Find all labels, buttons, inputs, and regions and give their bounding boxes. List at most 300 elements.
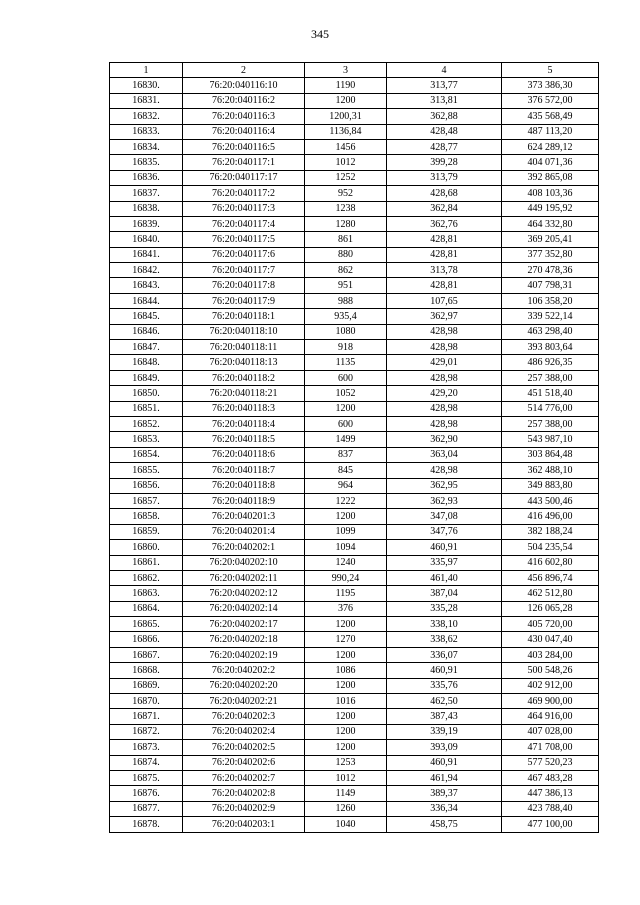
- table-cell-col-1: 16831.: [110, 93, 183, 108]
- table-cell-col-2: 76:20:040117:7: [183, 263, 305, 278]
- table-cell-col-1: 16853.: [110, 432, 183, 447]
- table-cell-col-3: 600: [305, 370, 387, 385]
- table-row: [110, 524, 599, 539]
- table-cell-col-4: 313,78: [387, 263, 502, 278]
- table-cell-col-5: 624 289,12: [502, 139, 599, 154]
- table-cell-col-3: 1195: [305, 586, 387, 601]
- table-cell-col-1: 16833.: [110, 124, 183, 139]
- table-cell-col-5: 408 103,36: [502, 186, 599, 201]
- table-cell-col-3: 964: [305, 478, 387, 493]
- table-row: [110, 355, 599, 370]
- table-row: [110, 694, 599, 709]
- table-cell-col-4: 362,84: [387, 201, 502, 216]
- table-cell-col-4: 335,97: [387, 555, 502, 570]
- table-row: [110, 186, 599, 201]
- table-cell-col-1: 16859.: [110, 524, 183, 539]
- table-cell-col-1: 16842.: [110, 263, 183, 278]
- table-cell-col-2: 76:20:040117:8: [183, 278, 305, 293]
- table-cell-col-3: 952: [305, 186, 387, 201]
- table-cell-col-2: 76:20:040202:11: [183, 570, 305, 585]
- table-cell-col-3: 1200: [305, 740, 387, 755]
- table-cell-col-5: 477 100,00: [502, 817, 599, 832]
- table-cell-col-2: 76:20:040118:1: [183, 309, 305, 324]
- table-cell-col-5: 487 113,20: [502, 124, 599, 139]
- table-cell-col-4: 338,62: [387, 632, 502, 647]
- table-cell-col-4: 461,94: [387, 770, 502, 785]
- table-cell-col-1: 16849.: [110, 370, 183, 385]
- table-cell-col-1: 16844.: [110, 293, 183, 308]
- table-row: [110, 124, 599, 139]
- header-row: [110, 63, 599, 78]
- table-cell-col-4: 313,79: [387, 170, 502, 185]
- table-cell-col-4: 107,65: [387, 293, 502, 308]
- table-cell-col-4: 429,01: [387, 355, 502, 370]
- table-row: [110, 786, 599, 801]
- table-cell-col-2: 76:20:040202:3: [183, 709, 305, 724]
- table-cell-col-2: 76:20:040202:19: [183, 647, 305, 662]
- table-cell-col-4: 428,81: [387, 232, 502, 247]
- table-cell-col-2: 76:20:040118:21: [183, 386, 305, 401]
- table-cell-col-5: 369 205,41: [502, 232, 599, 247]
- table-cell-col-2: 76:20:040116:5: [183, 139, 305, 154]
- table-cell-col-1: 16834.: [110, 139, 183, 154]
- table-cell-col-4: 362,76: [387, 216, 502, 231]
- table-cell-col-1: 16846.: [110, 324, 183, 339]
- table-cell-col-3: 837: [305, 447, 387, 462]
- table-cell-col-4: 460,91: [387, 755, 502, 770]
- table-cell-col-3: 845: [305, 463, 387, 478]
- table-cell-col-5: 404 071,36: [502, 155, 599, 170]
- table-cell-col-1: 16843.: [110, 278, 183, 293]
- table-cell-col-1: 16854.: [110, 447, 183, 462]
- table-cell-col-3: 1086: [305, 663, 387, 678]
- table-cell-col-2: 76:20:040117:17: [183, 170, 305, 185]
- table-row: [110, 617, 599, 632]
- table-cell-col-1: 16835.: [110, 155, 183, 170]
- table-row: [110, 663, 599, 678]
- table-cell-col-3: 1260: [305, 801, 387, 816]
- table-row: [110, 601, 599, 616]
- table-row: [110, 647, 599, 662]
- table-cell-col-1: 16847.: [110, 340, 183, 355]
- table-cell-col-3: 1253: [305, 755, 387, 770]
- table-cell-col-2: 76:20:040117:2: [183, 186, 305, 201]
- table-row: [110, 463, 599, 478]
- table-cell-col-4: 313,77: [387, 78, 502, 93]
- table-row: [110, 755, 599, 770]
- table-cell-col-2: 76:20:040203:1: [183, 817, 305, 832]
- table-cell-col-1: 16872.: [110, 724, 183, 739]
- table-cell-col-4: 461,40: [387, 570, 502, 585]
- table-cell-col-3: 935,4: [305, 309, 387, 324]
- table-row: [110, 478, 599, 493]
- table-cell-col-2: 76:20:040202:4: [183, 724, 305, 739]
- table-row: [110, 93, 599, 108]
- table-cell-col-5: 467 483,28: [502, 770, 599, 785]
- table-cell-col-1: 16830.: [110, 78, 183, 93]
- table-cell-col-5: 339 522,14: [502, 309, 599, 324]
- table-cell-col-2: 76:20:040118:6: [183, 447, 305, 462]
- table-cell-col-2: 76:20:040202:9: [183, 801, 305, 816]
- table-cell-col-3: 1200: [305, 678, 387, 693]
- table-cell-col-4: 460,91: [387, 540, 502, 555]
- table-cell-col-1: 16848.: [110, 355, 183, 370]
- table-cell-col-3: 990,24: [305, 570, 387, 585]
- table-cell-col-3: 1052: [305, 386, 387, 401]
- data-table: [109, 62, 599, 833]
- table-cell-col-4: 389,37: [387, 786, 502, 801]
- table-cell-col-1: 16838.: [110, 201, 183, 216]
- table-cell-col-5: 402 912,00: [502, 678, 599, 693]
- table-cell-col-1: 16870.: [110, 694, 183, 709]
- table-cell-col-5: 464 332,80: [502, 216, 599, 231]
- table-cell-col-2: 76:20:040201:4: [183, 524, 305, 539]
- table-row: [110, 432, 599, 447]
- table-cell-col-5: 543 987,10: [502, 432, 599, 447]
- table-row: [110, 416, 599, 431]
- table-cell-col-2: 76:20:040118:9: [183, 493, 305, 508]
- table-cell-col-3: 600: [305, 416, 387, 431]
- table-cell-col-2: 76:20:040118:11: [183, 340, 305, 355]
- table-cell-col-3: 1200: [305, 509, 387, 524]
- table-row: [110, 632, 599, 647]
- table-cell-col-5: 376 572,00: [502, 93, 599, 108]
- table-cell-col-2: 76:20:040202:2: [183, 663, 305, 678]
- column-header-1: 1: [110, 63, 183, 78]
- table-cell-col-2: 76:20:040118:10: [183, 324, 305, 339]
- table-cell-col-2: 76:20:040118:4: [183, 416, 305, 431]
- table-cell-col-4: 429,20: [387, 386, 502, 401]
- table-cell-col-5: 486 926,35: [502, 355, 599, 370]
- table-cell-col-2: 76:20:040202:10: [183, 555, 305, 570]
- column-header-3: 3: [305, 63, 387, 78]
- table-cell-col-4: 428,98: [387, 340, 502, 355]
- table-cell-col-5: 392 865,08: [502, 170, 599, 185]
- table-cell-col-4: 338,10: [387, 617, 502, 632]
- page-number: 345: [311, 27, 329, 41]
- table-cell-col-4: 399,28: [387, 155, 502, 170]
- table-cell-col-2: 76:20:040118:2: [183, 370, 305, 385]
- table-row: [110, 247, 599, 262]
- table-cell-col-1: 16878.: [110, 817, 183, 832]
- table-cell-col-3: 1190: [305, 78, 387, 93]
- table-cell-col-4: 428,98: [387, 370, 502, 385]
- table-row: [110, 340, 599, 355]
- table-cell-col-4: 362,95: [387, 478, 502, 493]
- table-row: [110, 817, 599, 832]
- table-cell-col-5: 469 900,00: [502, 694, 599, 709]
- table-cell-col-1: 16858.: [110, 509, 183, 524]
- table-cell-col-3: 1280: [305, 216, 387, 231]
- table-cell-col-2: 76:20:040202:5: [183, 740, 305, 755]
- table-cell-col-5: 435 568,49: [502, 109, 599, 124]
- table-cell-col-5: 377 352,80: [502, 247, 599, 262]
- table-cell-col-1: 16874.: [110, 755, 183, 770]
- column-header-5: 5: [502, 63, 599, 78]
- table-cell-col-3: 918: [305, 340, 387, 355]
- table-cell-col-2: 76:20:040117:4: [183, 216, 305, 231]
- table-cell-col-3: 376: [305, 601, 387, 616]
- table-cell-col-5: 500 548,26: [502, 663, 599, 678]
- table-cell-col-3: 1222: [305, 493, 387, 508]
- table-cell-col-2: 76:20:040201:3: [183, 509, 305, 524]
- table-cell-col-5: 462 512,80: [502, 586, 599, 601]
- table-cell-col-3: 1040: [305, 817, 387, 832]
- table-row: [110, 309, 599, 324]
- table-cell-col-2: 76:20:040202:21: [183, 694, 305, 709]
- table-cell-col-1: 16862.: [110, 570, 183, 585]
- table-cell-col-4: 393,09: [387, 740, 502, 755]
- table-cell-col-4: 362,97: [387, 309, 502, 324]
- table-cell-col-4: 336,34: [387, 801, 502, 816]
- table-row: [110, 447, 599, 462]
- table-cell-col-3: 1456: [305, 139, 387, 154]
- table-cell-col-2: 76:20:040202:8: [183, 786, 305, 801]
- table-row: [110, 770, 599, 785]
- table-cell-col-5: 106 358,20: [502, 293, 599, 308]
- table-cell-col-1: 16851.: [110, 401, 183, 416]
- table-cell-col-1: 16869.: [110, 678, 183, 693]
- table-cell-col-2: 76:20:040118:13: [183, 355, 305, 370]
- table-cell-col-1: 16863.: [110, 586, 183, 601]
- table-cell-col-2: 76:20:040118:5: [183, 432, 305, 447]
- table-row: [110, 201, 599, 216]
- table-cell-col-4: 428,77: [387, 139, 502, 154]
- table-cell-col-5: 405 720,00: [502, 617, 599, 632]
- table-cell-col-1: 16857.: [110, 493, 183, 508]
- table-cell-col-4: 335,76: [387, 678, 502, 693]
- table-row: [110, 709, 599, 724]
- table-cell-col-5: 430 047,40: [502, 632, 599, 647]
- table-cell-col-5: 443 500,46: [502, 493, 599, 508]
- table-cell-col-2: 76:20:040118:7: [183, 463, 305, 478]
- table-cell-col-2: 76:20:040118:3: [183, 401, 305, 416]
- table-cell-col-3: 951: [305, 278, 387, 293]
- table-cell-col-2: 76:20:040116:10: [183, 78, 305, 93]
- table-row: [110, 724, 599, 739]
- table-cell-col-5: 257 388,00: [502, 370, 599, 385]
- table-row: [110, 586, 599, 601]
- table-row: [110, 293, 599, 308]
- table-cell-col-2: 76:20:040117:3: [183, 201, 305, 216]
- table-cell-col-4: 462,50: [387, 694, 502, 709]
- table-cell-col-2: 76:20:040202:6: [183, 755, 305, 770]
- table-cell-col-5: 577 520,23: [502, 755, 599, 770]
- table-row: [110, 170, 599, 185]
- table-cell-col-4: 336,07: [387, 647, 502, 662]
- table-row: [110, 401, 599, 416]
- column-header-2: 2: [183, 63, 305, 78]
- table-row: [110, 263, 599, 278]
- table-cell-col-5: 407 798,31: [502, 278, 599, 293]
- table-cell-col-3: 1499: [305, 432, 387, 447]
- table-row: [110, 555, 599, 570]
- table-cell-col-3: 1238: [305, 201, 387, 216]
- table-cell-col-3: 1099: [305, 524, 387, 539]
- table-cell-col-3: 861: [305, 232, 387, 247]
- table-cell-col-3: 1012: [305, 155, 387, 170]
- table-cell-col-5: 382 188,24: [502, 524, 599, 539]
- table-cell-col-3: 1094: [305, 540, 387, 555]
- table-cell-col-1: 16875.: [110, 770, 183, 785]
- table-cell-col-4: 428,98: [387, 324, 502, 339]
- table-cell-col-1: 16845.: [110, 309, 183, 324]
- table-cell-col-1: 16839.: [110, 216, 183, 231]
- table-row: [110, 678, 599, 693]
- table-row: [110, 509, 599, 524]
- table-cell-col-1: 16866.: [110, 632, 183, 647]
- table-cell-col-3: 1080: [305, 324, 387, 339]
- table-cell-col-1: 16850.: [110, 386, 183, 401]
- table-cell-col-5: 126 065,28: [502, 601, 599, 616]
- table-cell-col-2: 76:20:040117:6: [183, 247, 305, 262]
- table-cell-col-1: 16840.: [110, 232, 183, 247]
- table-row: [110, 109, 599, 124]
- table-cell-col-1: 16864.: [110, 601, 183, 616]
- table-cell-col-1: 16832.: [110, 109, 183, 124]
- table-cell-col-1: 16877.: [110, 801, 183, 816]
- table-cell-col-4: 428,48: [387, 124, 502, 139]
- table-cell-col-3: 1200,31: [305, 109, 387, 124]
- table-cell-col-2: 76:20:040202:17: [183, 617, 305, 632]
- table-row: [110, 155, 599, 170]
- table-cell-col-3: 988: [305, 293, 387, 308]
- table-row: [110, 278, 599, 293]
- table-cell-col-2: 76:20:040117:1: [183, 155, 305, 170]
- table-cell-col-1: 16873.: [110, 740, 183, 755]
- table-cell-col-3: 1016: [305, 694, 387, 709]
- table-cell-col-4: 362,88: [387, 109, 502, 124]
- table-cell-col-3: 862: [305, 263, 387, 278]
- column-header-4: 4: [387, 63, 502, 78]
- table-cell-col-5: 416 496,00: [502, 509, 599, 524]
- table-cell-col-4: 428,98: [387, 463, 502, 478]
- table-cell-col-1: 16852.: [110, 416, 183, 431]
- table-cell-col-5: 349 883,80: [502, 478, 599, 493]
- table-cell-col-5: 257 388,00: [502, 416, 599, 431]
- table-body: [110, 78, 599, 832]
- table-cell-col-5: 362 488,10: [502, 463, 599, 478]
- table-cell-col-3: 1136,84: [305, 124, 387, 139]
- table-cell-col-1: 16837.: [110, 186, 183, 201]
- table-cell-col-4: 339,19: [387, 724, 502, 739]
- table-cell-col-3: 1200: [305, 709, 387, 724]
- table-row: [110, 570, 599, 585]
- table-cell-col-3: 1240: [305, 555, 387, 570]
- table-cell-col-5: 393 803,64: [502, 340, 599, 355]
- table-cell-col-2: 76:20:040202:20: [183, 678, 305, 693]
- table-cell-col-1: 16867.: [110, 647, 183, 662]
- table-cell-col-1: 16841.: [110, 247, 183, 262]
- table-cell-col-5: 463 298,40: [502, 324, 599, 339]
- table-cell-col-2: 76:20:040202:14: [183, 601, 305, 616]
- table-cell-col-2: 76:20:040116:4: [183, 124, 305, 139]
- table-cell-col-5: 403 284,00: [502, 647, 599, 662]
- table-cell-col-1: 16868.: [110, 663, 183, 678]
- table-cell-col-2: 76:20:040202:1: [183, 540, 305, 555]
- table-cell-col-2: 76:20:040202:18: [183, 632, 305, 647]
- table-cell-col-3: 1135: [305, 355, 387, 370]
- table-cell-col-1: 16836.: [110, 170, 183, 185]
- table-row: [110, 370, 599, 385]
- table-row: [110, 216, 599, 231]
- table-cell-col-4: 313,81: [387, 93, 502, 108]
- table-row: [110, 324, 599, 339]
- table-cell-col-1: 16856.: [110, 478, 183, 493]
- table-row: [110, 386, 599, 401]
- table-cell-col-4: 362,93: [387, 493, 502, 508]
- table-cell-col-4: 363,04: [387, 447, 502, 462]
- table-row: [110, 740, 599, 755]
- table-cell-col-4: 362,90: [387, 432, 502, 447]
- table-cell-col-5: 373 386,30: [502, 78, 599, 93]
- table-cell-col-3: 1200: [305, 93, 387, 108]
- table-cell-col-2: 76:20:040202:12: [183, 586, 305, 601]
- table-cell-col-3: 1200: [305, 724, 387, 739]
- table-cell-col-2: 76:20:040117:5: [183, 232, 305, 247]
- table-cell-col-2: 76:20:040116:3: [183, 109, 305, 124]
- table-cell-col-4: 460,91: [387, 663, 502, 678]
- table-cell-col-3: 1200: [305, 617, 387, 632]
- table-cell-col-2: 76:20:040118:8: [183, 478, 305, 493]
- table-cell-col-4: 428,98: [387, 401, 502, 416]
- table-cell-col-4: 347,76: [387, 524, 502, 539]
- table-row: [110, 540, 599, 555]
- table-cell-col-5: 471 708,00: [502, 740, 599, 755]
- table-cell-col-5: 270 478,36: [502, 263, 599, 278]
- table-cell-col-1: 16860.: [110, 540, 183, 555]
- table-cell-col-4: 458,75: [387, 817, 502, 832]
- table-row: [110, 493, 599, 508]
- table-cell-col-1: 16871.: [110, 709, 183, 724]
- table-row: [110, 801, 599, 816]
- table-cell-col-4: 428,68: [387, 186, 502, 201]
- table-cell-col-5: 303 864,48: [502, 447, 599, 462]
- table-cell-col-3: 1252: [305, 170, 387, 185]
- table-cell-col-4: 428,98: [387, 416, 502, 431]
- table-row: [110, 78, 599, 93]
- table-cell-col-5: 464 916,00: [502, 709, 599, 724]
- table-cell-col-2: 76:20:040116:2: [183, 93, 305, 108]
- table-cell-col-5: 416 602,80: [502, 555, 599, 570]
- table-cell-col-3: 1149: [305, 786, 387, 801]
- table-cell-col-4: 335,28: [387, 601, 502, 616]
- table-cell-col-4: 428,81: [387, 247, 502, 262]
- table-row: [110, 232, 599, 247]
- table-cell-col-3: 1012: [305, 770, 387, 785]
- table-cell-col-5: 423 788,40: [502, 801, 599, 816]
- table-cell-col-5: 447 386,13: [502, 786, 599, 801]
- table-cell-col-5: 449 195,92: [502, 201, 599, 216]
- table-cell-col-4: 387,43: [387, 709, 502, 724]
- table-cell-col-3: 1200: [305, 401, 387, 416]
- table-cell-col-5: 407 028,00: [502, 724, 599, 739]
- table-cell-col-2: 76:20:040202:7: [183, 770, 305, 785]
- table-cell-col-5: 456 896,74: [502, 570, 599, 585]
- table-cell-col-3: 1200: [305, 647, 387, 662]
- table-cell-col-3: 1270: [305, 632, 387, 647]
- table-cell-col-2: 76:20:040117:9: [183, 293, 305, 308]
- table-cell-col-1: 16865.: [110, 617, 183, 632]
- table-cell-col-4: 347,08: [387, 509, 502, 524]
- table-cell-col-1: 16876.: [110, 786, 183, 801]
- table-cell-col-1: 16855.: [110, 463, 183, 478]
- table-cell-col-5: 514 776,00: [502, 401, 599, 416]
- table-row: [110, 139, 599, 154]
- table-cell-col-1: 16861.: [110, 555, 183, 570]
- table-cell-col-3: 880: [305, 247, 387, 262]
- table-cell-col-4: 428,81: [387, 278, 502, 293]
